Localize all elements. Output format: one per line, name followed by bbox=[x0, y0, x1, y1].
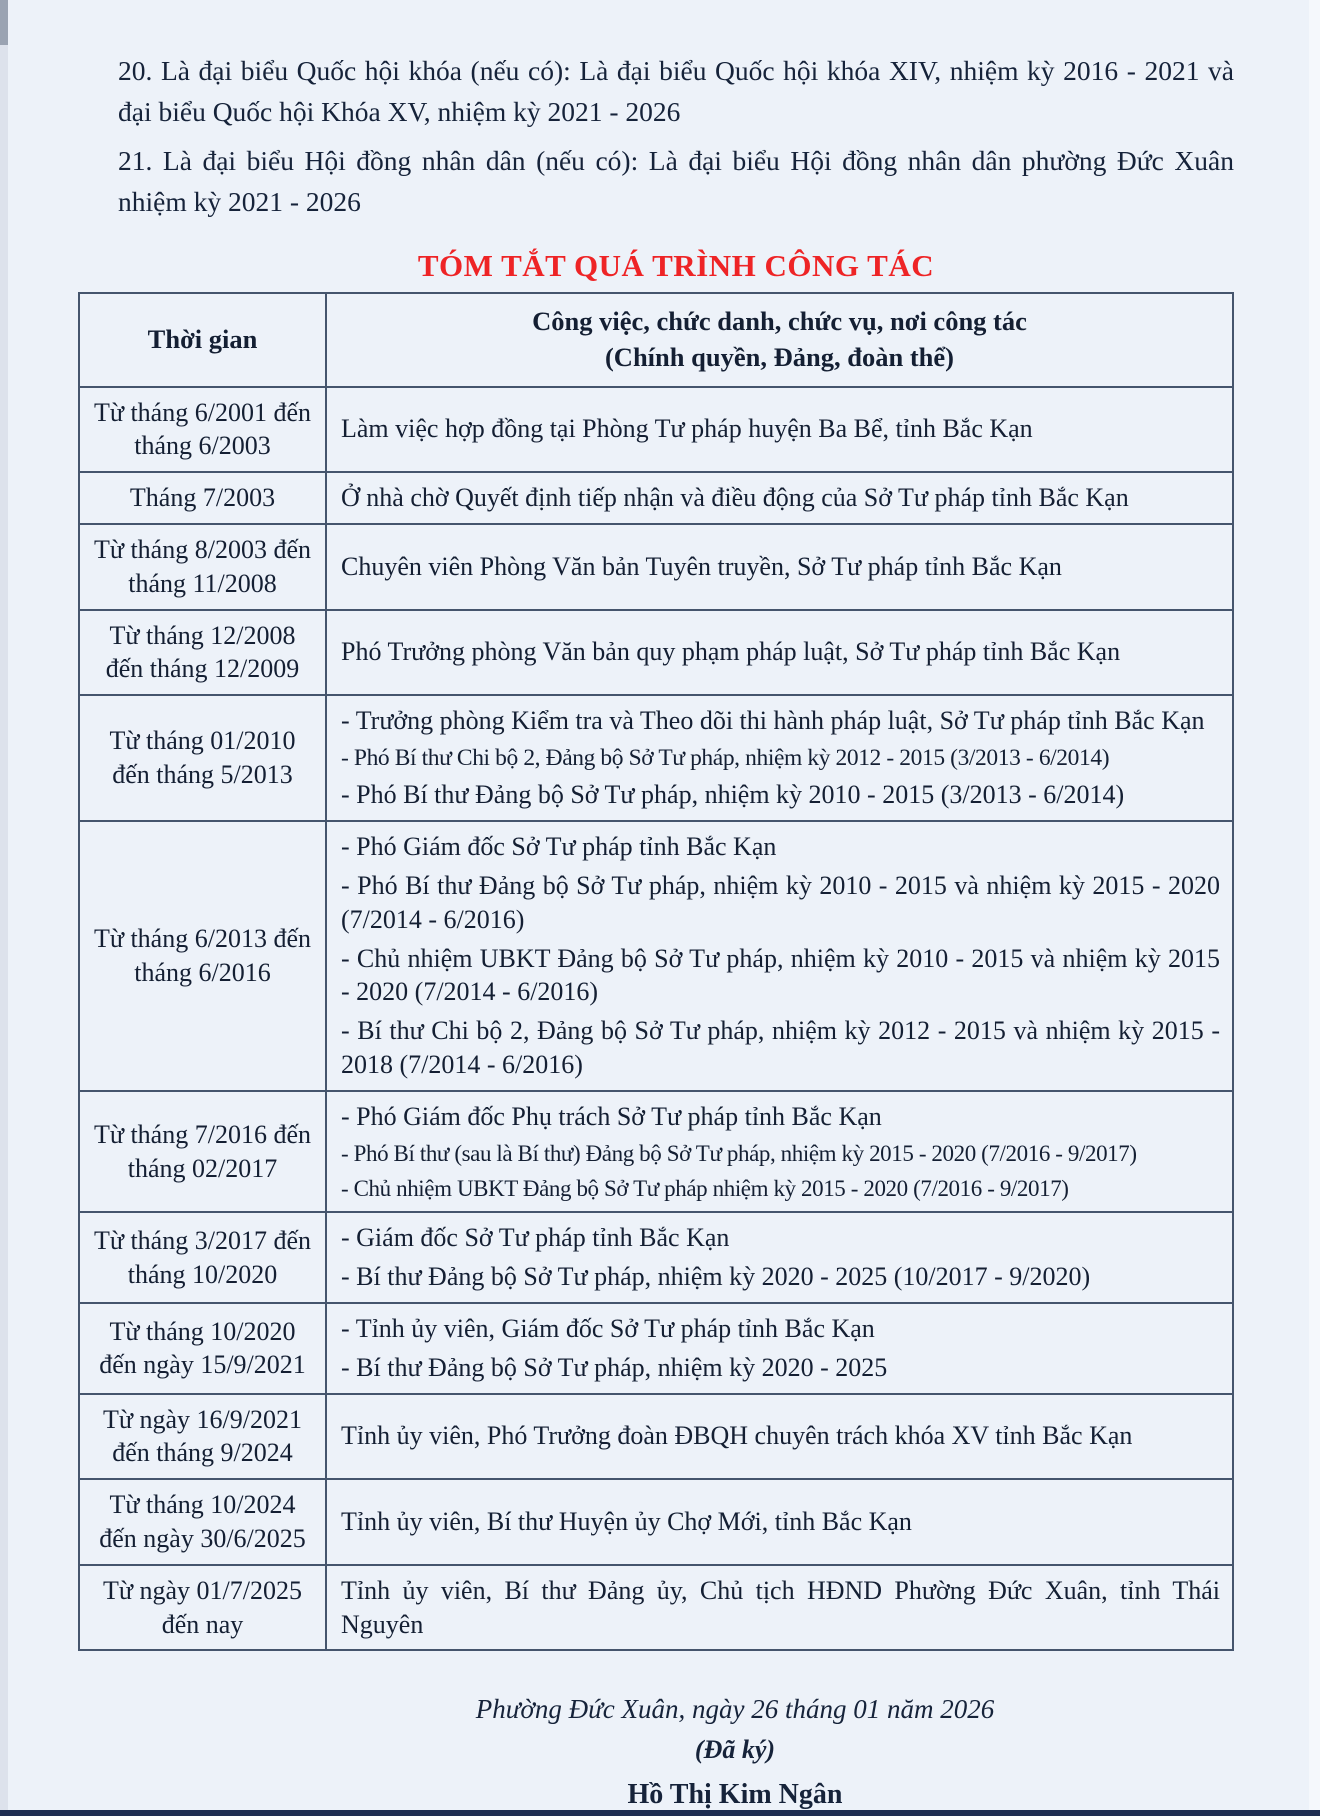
table-row bbox=[79, 524, 1233, 610]
job-item: Chuyên viên Phòng Văn bản Tuyên truyền, Sở Tư pháp tỉnh Bắc Kạn bbox=[341, 551, 1062, 581]
table-row bbox=[79, 1394, 1233, 1480]
job-cell bbox=[326, 1212, 1233, 1303]
job-item: - Chủ nhiệm UBKT Đảng bộ Sở Tư pháp, nhiệm kỳ 2010 - 2015 và nhiệm kỳ 2015 - 2020 (7/2014 - 6/2016) bbox=[341, 943, 1220, 1007]
job-item: - Tỉnh ủy viên, Giám đốc Sở Tư pháp tỉnh Bắc Kạn bbox=[341, 1314, 875, 1343]
time-cell: Từ tháng 8/2003 đến tháng 11/2008 bbox=[79, 524, 326, 610]
job-item: - Phó Bí thư Đảng bộ Sở Tư pháp, nhiệm kỳ 2010 - 2015 và nhiệm kỳ 2015 - 2020 (7/2014 - 6/2016) bbox=[341, 871, 1220, 934]
job-item: - Phó Bí thư (sau là Bí thư) Đảng bộ Sở Tư pháp, nhiệm kỳ 2015 - 2020 (7/2016 - 9/2017) bbox=[341, 1140, 1137, 1166]
job-item: Tỉnh ủy viên, Phó Trưởng đoàn ĐBQH chuyên trách khóa XV tỉnh Bắc Kạn bbox=[341, 1421, 1133, 1451]
footer-signed-note: (Đã ký) bbox=[694, 1735, 776, 1765]
job-item: - Trưởng phòng Kiểm tra và Theo dõi thi hành pháp luật, Sở Tư pháp tỉnh Bắc Kạn bbox=[341, 706, 1205, 736]
job-cell bbox=[326, 472, 1233, 524]
job-cell bbox=[326, 1394, 1233, 1480]
job-item: - Bí thư Đảng bộ Sở Tư pháp, nhiệm kỳ 2020 - 2025 bbox=[341, 1352, 888, 1382]
job-cell bbox=[326, 387, 1233, 473]
intro-paragraph-20: 20. Là đại biểu Quốc hội khóa (nếu có): Là đại biểu Quốc hội khóa XIV, nhiệm kỳ 2016 - 2021 và đại biểu Quốc hội Khóa XV, nhiệm kỳ 2021 - 2026 bbox=[118, 55, 1234, 128]
table-row bbox=[79, 1303, 1233, 1394]
job-item: - Phó Bí thư Đảng bộ Sở Tư pháp, nhiệm kỳ 2010 - 2015 (3/2013 - 6/2014) bbox=[341, 780, 1125, 810]
table-row bbox=[79, 472, 1233, 524]
job-cell bbox=[326, 1479, 1233, 1565]
time-cell: Từ tháng 10/2020 đến ngày 15/9/2021 bbox=[79, 1303, 326, 1394]
document-body bbox=[118, 50, 1234, 284]
job-cell bbox=[326, 1565, 1233, 1651]
header-job-line1: Công việc, chức danh, chức vụ, nơi công tác bbox=[532, 306, 1027, 336]
job-item: Tỉnh ủy viên, Bí thư Đảng ủy, Chủ tịch HĐND Phường Đức Xuân, tỉnh Thái Nguyên bbox=[341, 1575, 1220, 1639]
job-item: Ở nhà chờ Quyết định tiếp nhận và điều động của Sở Tư pháp tỉnh Bắc Kạn bbox=[341, 483, 1129, 513]
table-row bbox=[79, 1565, 1233, 1651]
time-cell: Từ tháng 01/2010 đến tháng 5/2013 bbox=[79, 695, 326, 821]
time-cell: Từ ngày 16/9/2021 đến tháng 9/2024 bbox=[79, 1394, 326, 1480]
job-item: Làm việc hợp đồng tại Phòng Tư pháp huyện Ba Bể, tỉnh Bắc Kạn bbox=[341, 414, 1033, 444]
job-item: Tỉnh ủy viên, Bí thư Huyện ủy Chợ Mới, tỉnh Bắc Kạn bbox=[341, 1507, 912, 1537]
table-row bbox=[79, 1212, 1233, 1303]
intro-section bbox=[118, 50, 1234, 222]
page-right-edge bbox=[1309, 0, 1320, 1816]
table-row bbox=[79, 821, 1233, 1091]
time-cell: Tháng 7/2003 bbox=[79, 472, 326, 524]
job-cell bbox=[326, 524, 1233, 610]
table-row bbox=[79, 610, 1233, 696]
header-job-label bbox=[326, 293, 1233, 387]
footer-signer-name: Hồ Thị Kim Ngân bbox=[627, 1778, 843, 1810]
table-row bbox=[79, 1479, 1233, 1565]
time-cell: Từ tháng 7/2016 đến tháng 02/2017 bbox=[79, 1091, 326, 1213]
table-row bbox=[79, 1091, 1233, 1213]
job-item: Phó Trưởng phòng Văn bản quy phạm pháp luật, Sở Tư pháp tỉnh Bắc Kạn bbox=[341, 637, 1121, 667]
header-time-label: Thời gian bbox=[79, 293, 326, 387]
job-item: - Bí thư Đảng bộ Sở Tư pháp, nhiệm kỳ 2020 - 2025 (10/2017 - 9/2020) bbox=[341, 1262, 1091, 1292]
job-cell bbox=[326, 610, 1233, 696]
time-cell: Từ ngày 01/7/2025 đến nay bbox=[79, 1565, 326, 1651]
job-item: - Phó Bí thư Chi bộ 2, Đảng bộ Sở Tư pháp, nhiệm kỳ 2012 - 2015 (3/2013 - 6/2014) bbox=[341, 744, 1110, 771]
job-item: - Phó Giám đốc Sở Tư pháp tỉnh Bắc Kạn bbox=[341, 832, 777, 862]
job-cell bbox=[326, 821, 1233, 1091]
signature-block bbox=[330, 1690, 1140, 1815]
job-item: - Bí thư Chi bộ 2, Đảng bộ Sở Tư pháp, nhiệm kỳ 2012 - 2015 và nhiệm kỳ 2015 - 2018 (7/2014 - 6/2016) bbox=[341, 1016, 1220, 1080]
footer-place-date: Phường Đức Xuân, ngày 26 tháng 01 năm 2026 bbox=[475, 1694, 995, 1724]
job-item: - Phó Giám đốc Phụ trách Sở Tư pháp tỉnh Bắc Kạn bbox=[341, 1101, 882, 1131]
intro-paragraph-21: 21. Là đại biểu Hội đồng nhân dân (nếu có): Là đại biểu Hội đồng nhân dân phường Đức Xuân nhiệm kỳ 2021 - 2026 bbox=[118, 144, 1234, 217]
time-cell: Từ tháng 6/2013 đến tháng 6/2016 bbox=[79, 821, 326, 1091]
job-cell bbox=[326, 1303, 1233, 1394]
job-item: - Chủ nhiệm UBKT Đảng bộ Sở Tư pháp nhiệm kỳ 2015 - 2020 (7/2016 - 9/2017) bbox=[341, 1175, 1069, 1201]
time-cell: Từ tháng 6/2001 đến tháng 6/2003 bbox=[79, 387, 326, 473]
section-title: TÓM TẮT QUÁ TRÌNH CÔNG TÁC bbox=[417, 248, 935, 283]
table-header-row bbox=[79, 293, 1233, 387]
table-row bbox=[79, 695, 1233, 821]
job-item: - Giám đốc Sở Tư pháp tỉnh Bắc Kạn bbox=[341, 1223, 730, 1253]
page-left-edge bbox=[0, 0, 8, 1816]
time-cell: Từ tháng 12/2008 đến tháng 12/2009 bbox=[79, 610, 326, 696]
work-history-table bbox=[78, 292, 1234, 1651]
time-cell: Từ tháng 3/2017 đến tháng 10/2020 bbox=[79, 1212, 326, 1303]
table-row bbox=[79, 387, 1233, 473]
work-history-body bbox=[79, 387, 1233, 1651]
header-job-line2: (Chính quyền, Đảng, đoàn thể) bbox=[604, 341, 955, 372]
job-cell bbox=[326, 695, 1233, 821]
time-cell: Từ tháng 10/2024 đến ngày 30/6/2025 bbox=[79, 1479, 326, 1565]
job-cell bbox=[326, 1091, 1233, 1213]
